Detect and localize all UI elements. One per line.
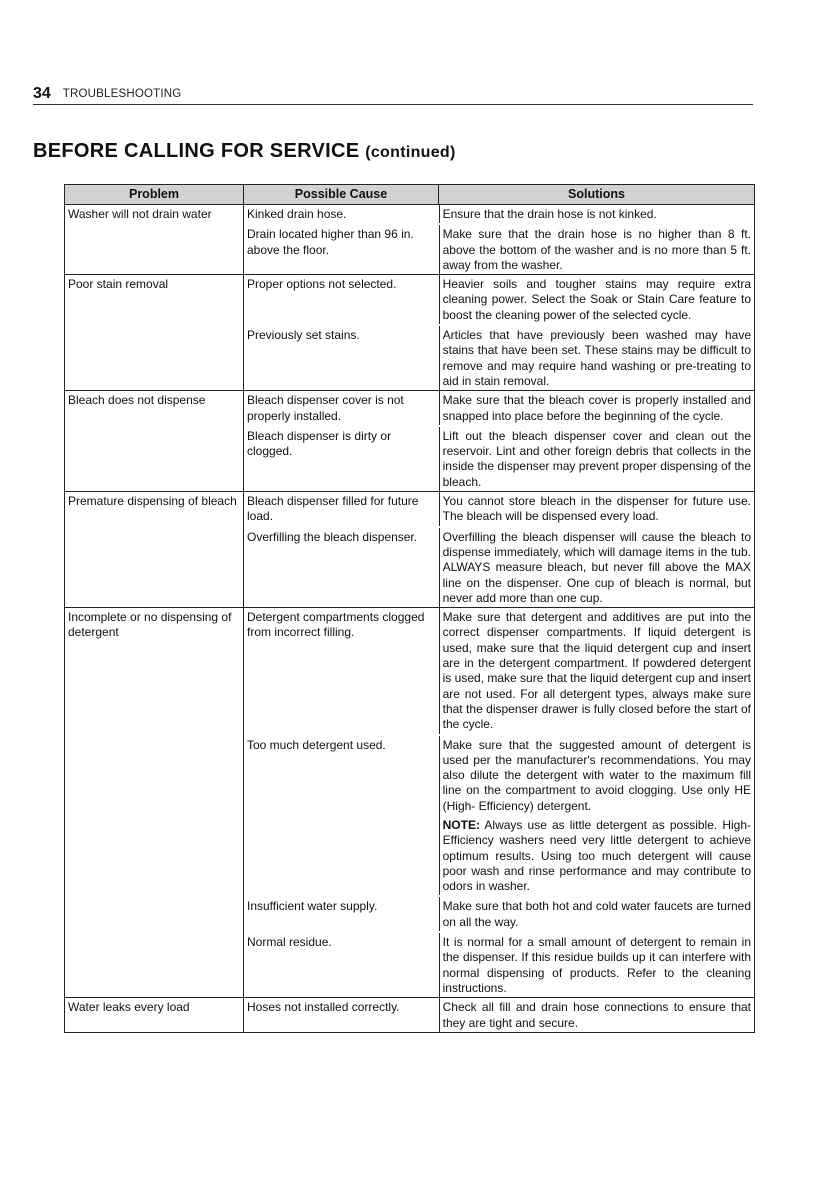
cause-solution-pair xyxy=(244,275,754,324)
cause-solution-pair xyxy=(244,225,754,274)
cause-solution-pair xyxy=(244,998,754,1032)
problem-cell: Premature dispensing of bleach xyxy=(65,492,244,608)
problem-cell: Washer will not drain water xyxy=(65,205,244,275)
problem-cell: Water leaks every load xyxy=(65,998,244,1033)
cause-text: Too much detergent used. xyxy=(247,737,386,752)
page-number: 34 xyxy=(33,85,51,102)
problem-cell: Poor stain removal xyxy=(65,275,244,391)
cause-solution-pair xyxy=(244,326,754,390)
column-header-solution: Solutions xyxy=(439,185,755,205)
cause-solution-pair xyxy=(244,897,754,931)
table-row xyxy=(65,998,755,1033)
cause-text: Normal residue. xyxy=(247,935,332,950)
cause-solution-cell xyxy=(244,492,755,608)
solution-text: Make sure that the suggested amount of detergent is used per the manufacturer's recommendations. You may also dilute the detergent with water to the maximum fill line on the compartment to avoid clogging. Use only HE (High- Efficiency) detergent. xyxy=(442,737,751,813)
solution-text: Heavier soils and tougher stains may require extra cleaning power. Select the Soak or Stain Care feature to boost the cleaning power of the selected cycle. xyxy=(439,275,754,324)
column-header-problem: Problem xyxy=(65,185,244,205)
solution-text: Articles that have previously been washed may have stains that have been set. These stains may be difficult to remove and may require hand washing or pre-treating to aid in stain removal. xyxy=(439,326,754,390)
solution-text: Ensure that the drain hose is not kinked. xyxy=(439,205,754,223)
page-header xyxy=(33,84,753,105)
solution-text: Make sure that the drain hose is no higher than 8 ft. above the bottom of the washer and is no more than 5 ft. away from the washer. xyxy=(439,225,754,274)
cause-solution-cell xyxy=(244,998,755,1033)
note-label: NOTE: xyxy=(442,817,480,832)
solution-text: Check all fill and drain hose connections to ensure that they are tight and secure. xyxy=(439,998,754,1032)
table-row xyxy=(65,391,755,492)
cause-solution-cell xyxy=(244,275,755,391)
cause-solution-pair xyxy=(244,492,754,526)
solution-text: It is normal for a small amount of detergent to remain in the dispenser. If this residue builds up it can interfere with normal dispensing of products. Refer to the cleaning instructions. xyxy=(439,933,754,997)
cause-text: Bleach dispenser filled for future load. xyxy=(247,494,419,524)
cause-solution-pair xyxy=(244,528,754,607)
cause-solution-pair xyxy=(244,608,754,733)
table-row xyxy=(65,608,755,998)
cause-solution-cell xyxy=(244,205,755,275)
troubleshooting-table xyxy=(64,184,755,1033)
cause-text: Hoses not installed correctly. xyxy=(247,1000,400,1015)
cause-solution-cell xyxy=(244,391,755,492)
table-header-row xyxy=(65,185,755,205)
cause-text: Detergent compartments clogged from incorrect filling. xyxy=(247,610,425,640)
table-row xyxy=(65,275,755,391)
solution-block xyxy=(439,736,754,896)
solution-text: Make sure that detergent and additives are put into the correct dispenser compartments. If liquid detergent is used, make sure that the liquid detergent cup and insert are in the detergent compartment. If powdered detergent is used, make sure that the liquid detergent cup and insert are not used. For all detergent types, always make sure that the dispenser drawer is fully closed before the start of the cycle. xyxy=(439,608,754,733)
cause-solution-pair xyxy=(244,427,754,491)
cause-solution-pair xyxy=(244,736,754,896)
table-row xyxy=(65,492,755,608)
cause-text: Bleach dispenser cover is not properly installed. xyxy=(247,393,404,423)
note-block xyxy=(443,818,751,894)
problem-cell: Incomplete or no dispensing of detergent xyxy=(65,608,244,998)
cause-solution-pair xyxy=(244,933,754,997)
page-title xyxy=(33,139,456,165)
page-title-suffix: (continued) xyxy=(365,144,456,161)
table-row xyxy=(65,205,755,275)
section-name: TROUBLESHOOTING xyxy=(62,88,182,100)
note-text: Always use as little detergent as possible. High-Efficiency washers need very little detergent to achieve optimum results. Using too much detergent will cause poor wash and rinse performance and may contribute to odors in washer. xyxy=(442,817,751,894)
column-header-cause: Possible Cause xyxy=(244,185,439,205)
cause-solution-pair xyxy=(244,205,754,223)
cause-text: Overfilling the bleach dispenser. xyxy=(247,529,418,544)
cause-text: Previously set stains. xyxy=(247,328,360,343)
cause-solution-pair xyxy=(244,391,754,425)
cause-text: Kinked drain hose. xyxy=(247,207,347,221)
cause-text: Bleach dispenser is dirty or clogged. xyxy=(247,428,392,459)
problem-cell: Bleach does not dispense xyxy=(65,391,244,492)
page-title-main: BEFORE CALLING FOR SERVICE xyxy=(33,140,360,162)
solution-text: Lift out the bleach dispenser cover and clean out the reservoir. Lint and other foreign debris that collects in the inside the dispenser may prevent proper dispensing of the bleach. xyxy=(439,427,754,491)
cause-text: Proper options not selected. xyxy=(247,277,397,292)
cause-text: Insufficient water supply. xyxy=(247,899,378,914)
solution-text: Make sure that both hot and cold water faucets are turned on all the way. xyxy=(439,897,754,931)
cause-text: Drain located higher than 96 in. above the floor. xyxy=(247,227,414,257)
solution-text: You cannot store bleach in the dispenser for future use. The bleach will be dispensed every load. xyxy=(439,492,754,526)
cause-solution-cell xyxy=(244,608,755,998)
solution-text: Overfilling the bleach dispenser will cause the bleach to dispense immediately, which will damage items in the tub. ALWAYS measure bleach, but never fill above the MAX line on the dispenser. One cup of bleach is normal, but never add more than one cup. xyxy=(439,528,754,607)
solution-text: Make sure that the bleach cover is properly installed and snapped into place before the beginning of the cycle. xyxy=(439,391,754,425)
